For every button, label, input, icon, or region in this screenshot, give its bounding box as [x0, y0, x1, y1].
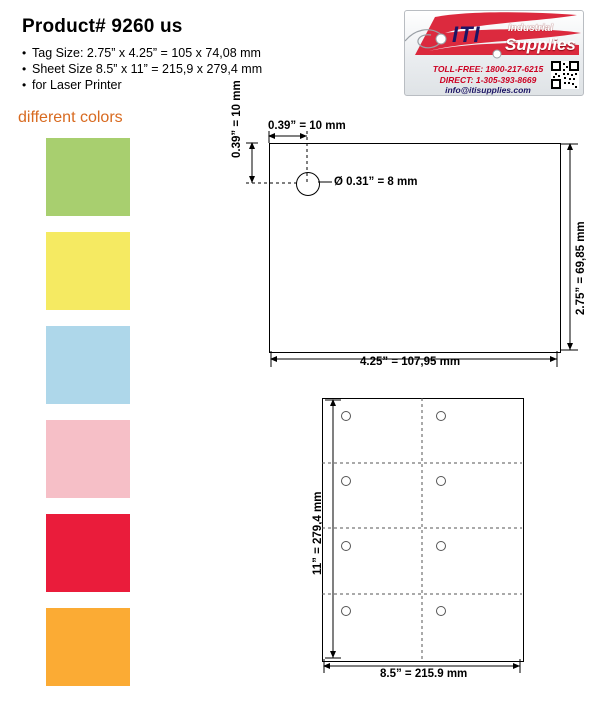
color-swatch-pink: [46, 420, 130, 498]
page-title: Product# 9260 us: [22, 16, 183, 37]
spec-item: [22, 61, 352, 77]
tag-hole-label: Ø 0.31” = 8 mm: [334, 176, 418, 188]
spec-sheet-size: Sheet Size 8.5” x 11” = 215,9 x 279,4 mm: [32, 62, 263, 76]
sheet-hole: [341, 606, 351, 616]
logo-brand-text: ITI: [452, 22, 481, 47]
color-swatch-light-blue: [46, 326, 130, 404]
color-swatch-green: [46, 138, 130, 216]
sheet-hole: [341, 541, 351, 551]
tag-width-label: 4.25” = 107,95 mm: [360, 356, 461, 368]
sheet-hole: [341, 476, 351, 486]
color-swatch-list: [46, 138, 130, 702]
tag-hole-circle: [296, 172, 320, 196]
logo-email: info@itisupplies.com: [445, 85, 531, 95]
sheet-hole: [436, 411, 446, 421]
spec-printer: for Laser Printer: [32, 78, 122, 92]
bullet-icon: •: [22, 78, 27, 92]
logo-industrial-text: Industrial: [508, 23, 554, 34]
company-logo: [404, 10, 584, 96]
color-swatch-red: [46, 514, 130, 592]
spec-tag-size: Tag Size: 2.75” x 4.25” = 105 x 74,08 mm: [32, 46, 261, 60]
tag-top-offset-label: 0.39” = 10 mm: [268, 120, 346, 132]
logo-direct: DIRECT: 1-305-393-8669: [439, 74, 537, 85]
sheet-hole: [436, 541, 446, 551]
qr-code-icon: [551, 61, 579, 89]
tag-height-label: 2.75” = 69,85 mm: [575, 221, 587, 315]
spec-list: [22, 45, 352, 93]
logo-tollfree: TOLL-FREE: 1800-217-6215: [432, 64, 544, 74]
logo-supplies-text: Supplies: [505, 35, 576, 54]
tag-left-offset-label: 0.39” = 10 mm: [231, 80, 243, 158]
color-swatch-yellow: [46, 232, 130, 310]
sheet-hole: [436, 476, 446, 486]
colors-section-title: different colors: [18, 109, 123, 126]
bullet-icon: •: [22, 62, 27, 76]
sheet-hole: [341, 411, 351, 421]
sheet-width-label: 8.5” = 215.9 mm: [380, 668, 468, 680]
logo-contact-block: [413, 64, 563, 96]
sheet-height-label: 11” = 279,4 mm: [312, 491, 324, 575]
spec-item: [22, 45, 352, 61]
color-swatch-orange: [46, 608, 130, 686]
sheet-hole: [436, 606, 446, 616]
sheet-outline: [322, 398, 524, 662]
bullet-icon: •: [22, 46, 27, 60]
spec-item: [22, 77, 352, 93]
